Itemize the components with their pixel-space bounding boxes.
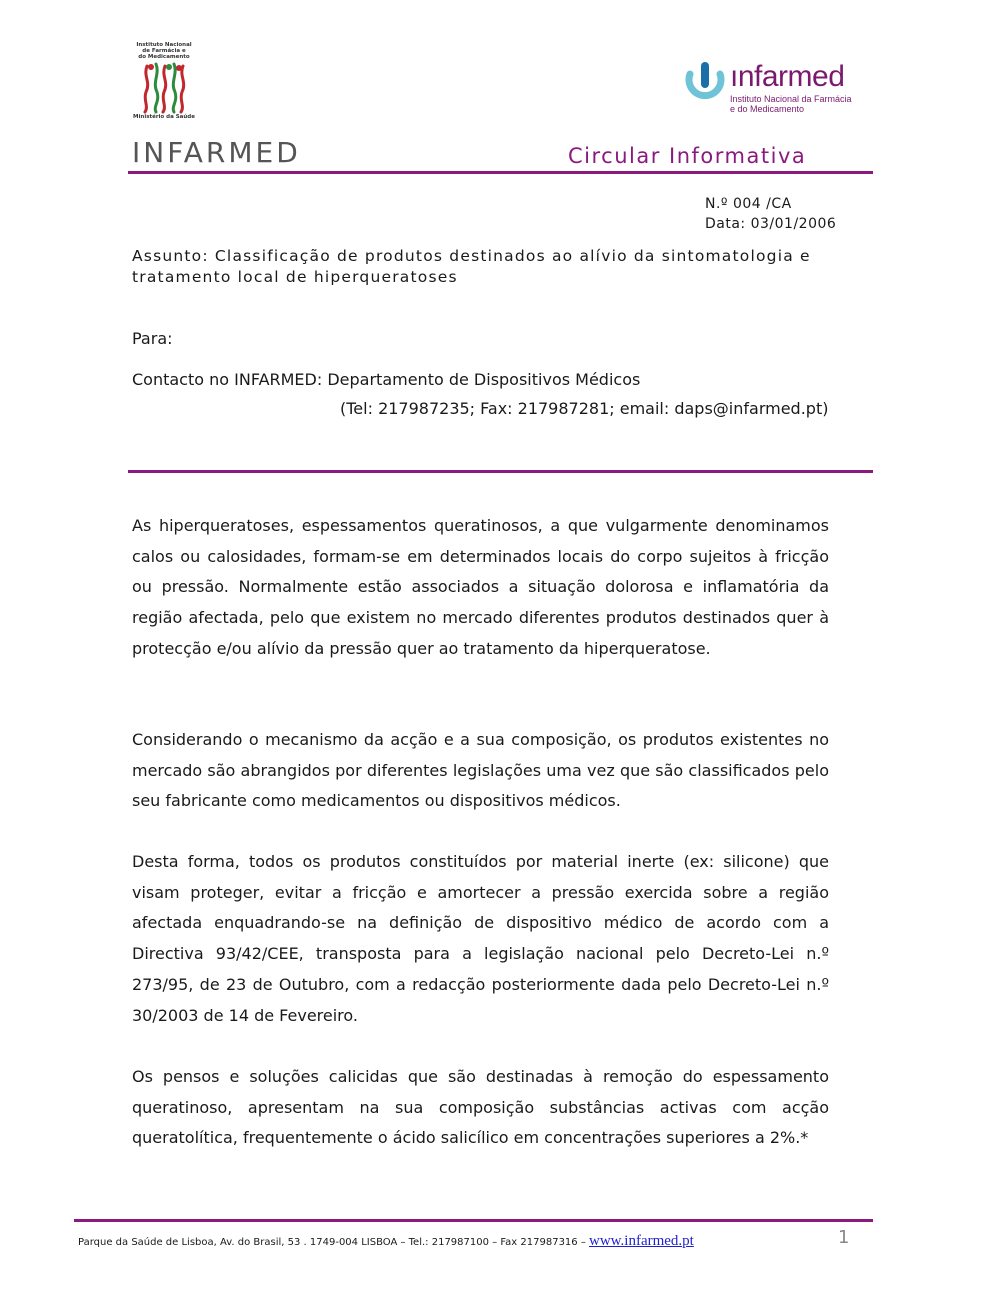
infarmed-subtitle-1: Instituto Nacional da Farmácia <box>730 94 852 104</box>
contact-details: (Tel: 217987235; Fax: 217987281; email: daps@infarmed.pt) <box>340 399 829 418</box>
body-paragraph-1: As hiperqueratoses, espessamentos queratinosos, a que vulgarmente denominamos calos ou calosidades, formam-se em determinados locais do corpo sujeitos à fricção ou pressão. Normalmente estão associados a situação dolorosa e inflamatória da região afectada, pelo que existem no mercado diferentes produtos destinados quer à protecção e/ou alívio da pressão quer ao tratamento da hiperqueratose. <box>132 516 829 658</box>
website-link[interactable]: www.infarmed.pt <box>589 1233 694 1249</box>
contact-line: Contacto no INFARMED: Departamento de Dispositivos Médicos <box>132 370 641 389</box>
body-paragraph-2: Considerando o mecanismo da acção e a sua composição, os produtos existentes no mercado são abrangidos por diferentes legislações uma vez que são classificados pelo seu fabricante como medicamentos ou dispositivos médicos. <box>132 730 829 811</box>
circular-number: N.º 004 /CA <box>705 196 792 212</box>
document-type: Circular Informativa <box>568 144 807 168</box>
subject-line: Assunto: Classificação de produtos destinados ao alívio da sintomatologia e tratamento local de hiperqueratoses <box>132 247 811 286</box>
figures-emblem-icon <box>139 62 189 114</box>
ministry-logo-caption-1: Instituto Nacional <box>136 42 192 48</box>
brand-title: INFARMED <box>132 136 301 169</box>
ministry-logo-caption-3: do Medicamento <box>138 54 190 60</box>
ministry-logo-caption-2: de Farmácia e <box>142 48 186 54</box>
infarmed-subtitle-2: e do Medicamento <box>730 104 805 114</box>
ministry-logo <box>128 42 200 126</box>
header-divider <box>128 171 873 174</box>
document-meta <box>705 194 836 234</box>
ministry-logo-caption-bottom: Ministério da Saúde <box>133 114 195 120</box>
footer-divider <box>74 1219 873 1222</box>
infarmed-wordmark: ınfarmed <box>730 60 845 93</box>
section-divider <box>128 470 873 473</box>
footer-address-text: Parque da Saúde de Lisboa, Av. do Brasil, 53 . 1749-004 LISBOA – Tel.: 217987100 – Fax 217987316 – <box>78 1237 590 1248</box>
recipient-line: Para: <box>132 329 173 348</box>
circular-date: Data: 03/01/2006 <box>705 216 837 232</box>
body-paragraph-3: Desta forma, todos os produtos constituídos por material inerte (ex: silicone) que visam proteger, evitar a fricção e amortecer a pressão exercida sobre a região afectada enquadrando-se na definição de dispositivo médico de acordo com a Directiva 93/42/CEE, transposta para a legislação nacional pelo Decreto-Lei n.º 273/95, de 23 de Outubro, com a redacção posteriormente dada pelo Decreto-Lei n.º 30/2003 de 14 de Fevereiro. <box>132 852 829 1025</box>
page-number: 1 <box>838 1227 850 1248</box>
infarmed-logo <box>684 60 854 120</box>
footer-address <box>78 1233 694 1250</box>
body-paragraph-4: Os pensos e soluções calicidas que são destinadas à remoção do espessamento queratinoso, apresentam na sua composição substâncias activas com acção queratolítica, frequentemente o ácido salicílico em concentrações superiores a 2%.* <box>132 1067 829 1148</box>
infarmed-mark-icon <box>684 60 726 104</box>
